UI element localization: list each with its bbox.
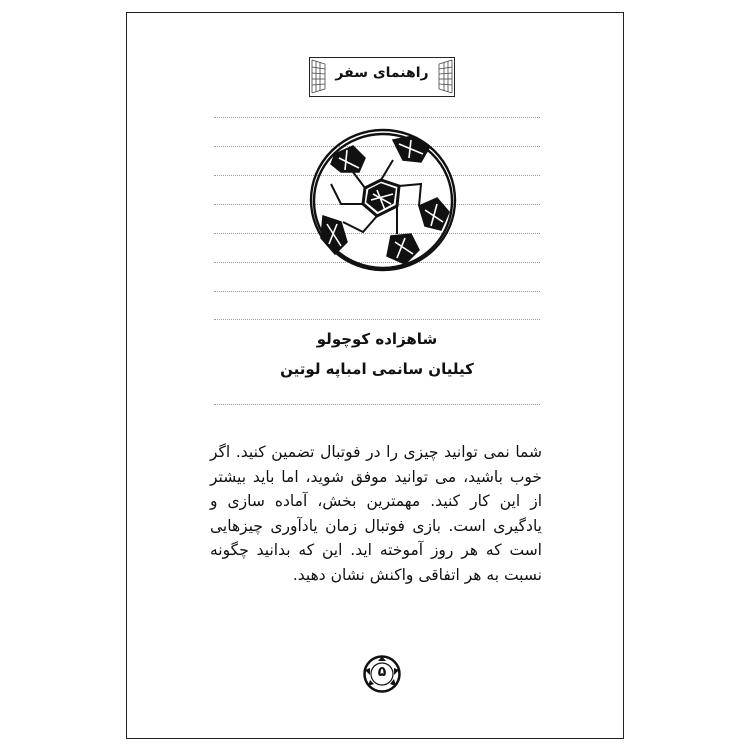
dotted-rule xyxy=(214,117,540,118)
book-title: شاهزاده کوچولو xyxy=(316,330,438,348)
dotted-rule xyxy=(214,291,540,292)
dotted-rule xyxy=(214,319,540,320)
page-number-badge xyxy=(363,655,401,693)
goal-net-icon xyxy=(438,58,454,95)
quote-paragraph: شما نمی توانید چیزی را در فوتبال تضمین کنید. اگر خوب باشید، می توانید موفق شوید، اما باید بیشتر از این کار کنید. مهمترین بخش، آماده سازی و یادگیری است. بازی فوتبال زمان یادآوری چیزهایی است که هر روز آموخته اید. این که بدانید چگونه نسبت به هر اتفاقی واکنش نشان دهید. xyxy=(210,443,542,584)
page-number: ۵ xyxy=(377,664,387,680)
soccer-ball-icon xyxy=(307,124,459,276)
goal-net-icon xyxy=(310,58,326,95)
dotted-rule xyxy=(214,404,540,405)
section-title: راهنمای سفر xyxy=(335,65,429,81)
section-header xyxy=(309,57,455,97)
book-author: کیلیان سانمی امباپه لوتین xyxy=(280,360,474,378)
